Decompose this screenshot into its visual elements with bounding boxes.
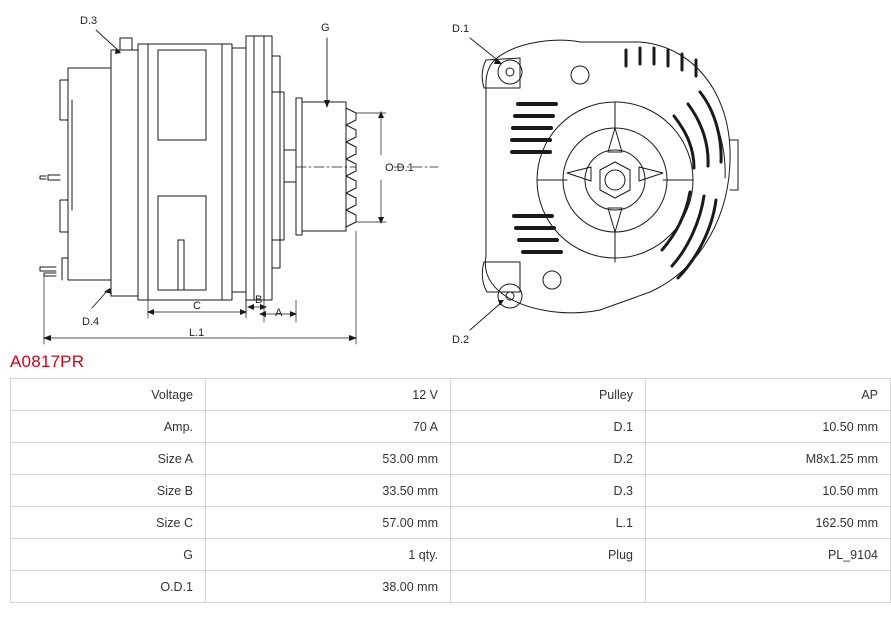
spec-label: Pulley — [451, 379, 646, 411]
spec-label: Plug — [451, 539, 646, 571]
spec-value: 33.50 mm — [206, 475, 451, 507]
spec-value: 38.00 mm — [206, 571, 451, 603]
spec-value: 10.50 mm — [646, 411, 891, 443]
spec-value: 10.50 mm — [646, 475, 891, 507]
spec-value: 57.00 mm — [206, 507, 451, 539]
table-row — [11, 539, 891, 571]
label-l1: L.1 — [189, 327, 205, 339]
spec-value: 12 V — [206, 379, 451, 411]
spec-value: 70 A — [206, 411, 451, 443]
spec-value: PL_9104 — [646, 539, 891, 571]
label-a: A — [275, 307, 283, 319]
label-d3: D.3 — [80, 15, 98, 27]
spec-label: Size A — [11, 443, 206, 475]
label-od1: O.D.1 — [385, 162, 414, 174]
label-c: C — [193, 300, 201, 312]
label-d1: D.1 — [452, 23, 470, 35]
spec-value: 1 qty. — [206, 539, 451, 571]
spec-label: O.D.1 — [11, 571, 206, 603]
spec-label: D.3 — [451, 475, 646, 507]
spec-label: G — [11, 539, 206, 571]
spec-label: Size B — [11, 475, 206, 507]
table-row — [11, 411, 891, 443]
spec-label: L.1 — [451, 507, 646, 539]
spec-label: D.1 — [451, 411, 646, 443]
label-b: B — [255, 294, 263, 306]
table-row — [11, 571, 891, 603]
spec-empty-cell — [646, 571, 891, 603]
spec-value: M8x1.25 mm — [646, 443, 891, 475]
label-d4: D.4 — [82, 316, 100, 328]
spec-label: Amp. — [11, 411, 206, 443]
spec-label: Voltage — [11, 379, 206, 411]
table-row — [11, 379, 891, 411]
table-row — [11, 443, 891, 475]
spec-value: AP — [646, 379, 891, 411]
spec-value: 53.00 mm — [206, 443, 451, 475]
spec-empty-cell — [451, 571, 646, 603]
spec-value: 162.50 mm — [646, 507, 891, 539]
table-row — [11, 507, 891, 539]
label-d2: D.2 — [452, 334, 470, 346]
table-row — [11, 475, 891, 507]
label-g: G — [321, 22, 330, 34]
spec-label: Size C — [11, 507, 206, 539]
specifications-table — [10, 378, 891, 603]
spec-label: D.2 — [451, 443, 646, 475]
part-number: A0817PR — [10, 352, 85, 371]
